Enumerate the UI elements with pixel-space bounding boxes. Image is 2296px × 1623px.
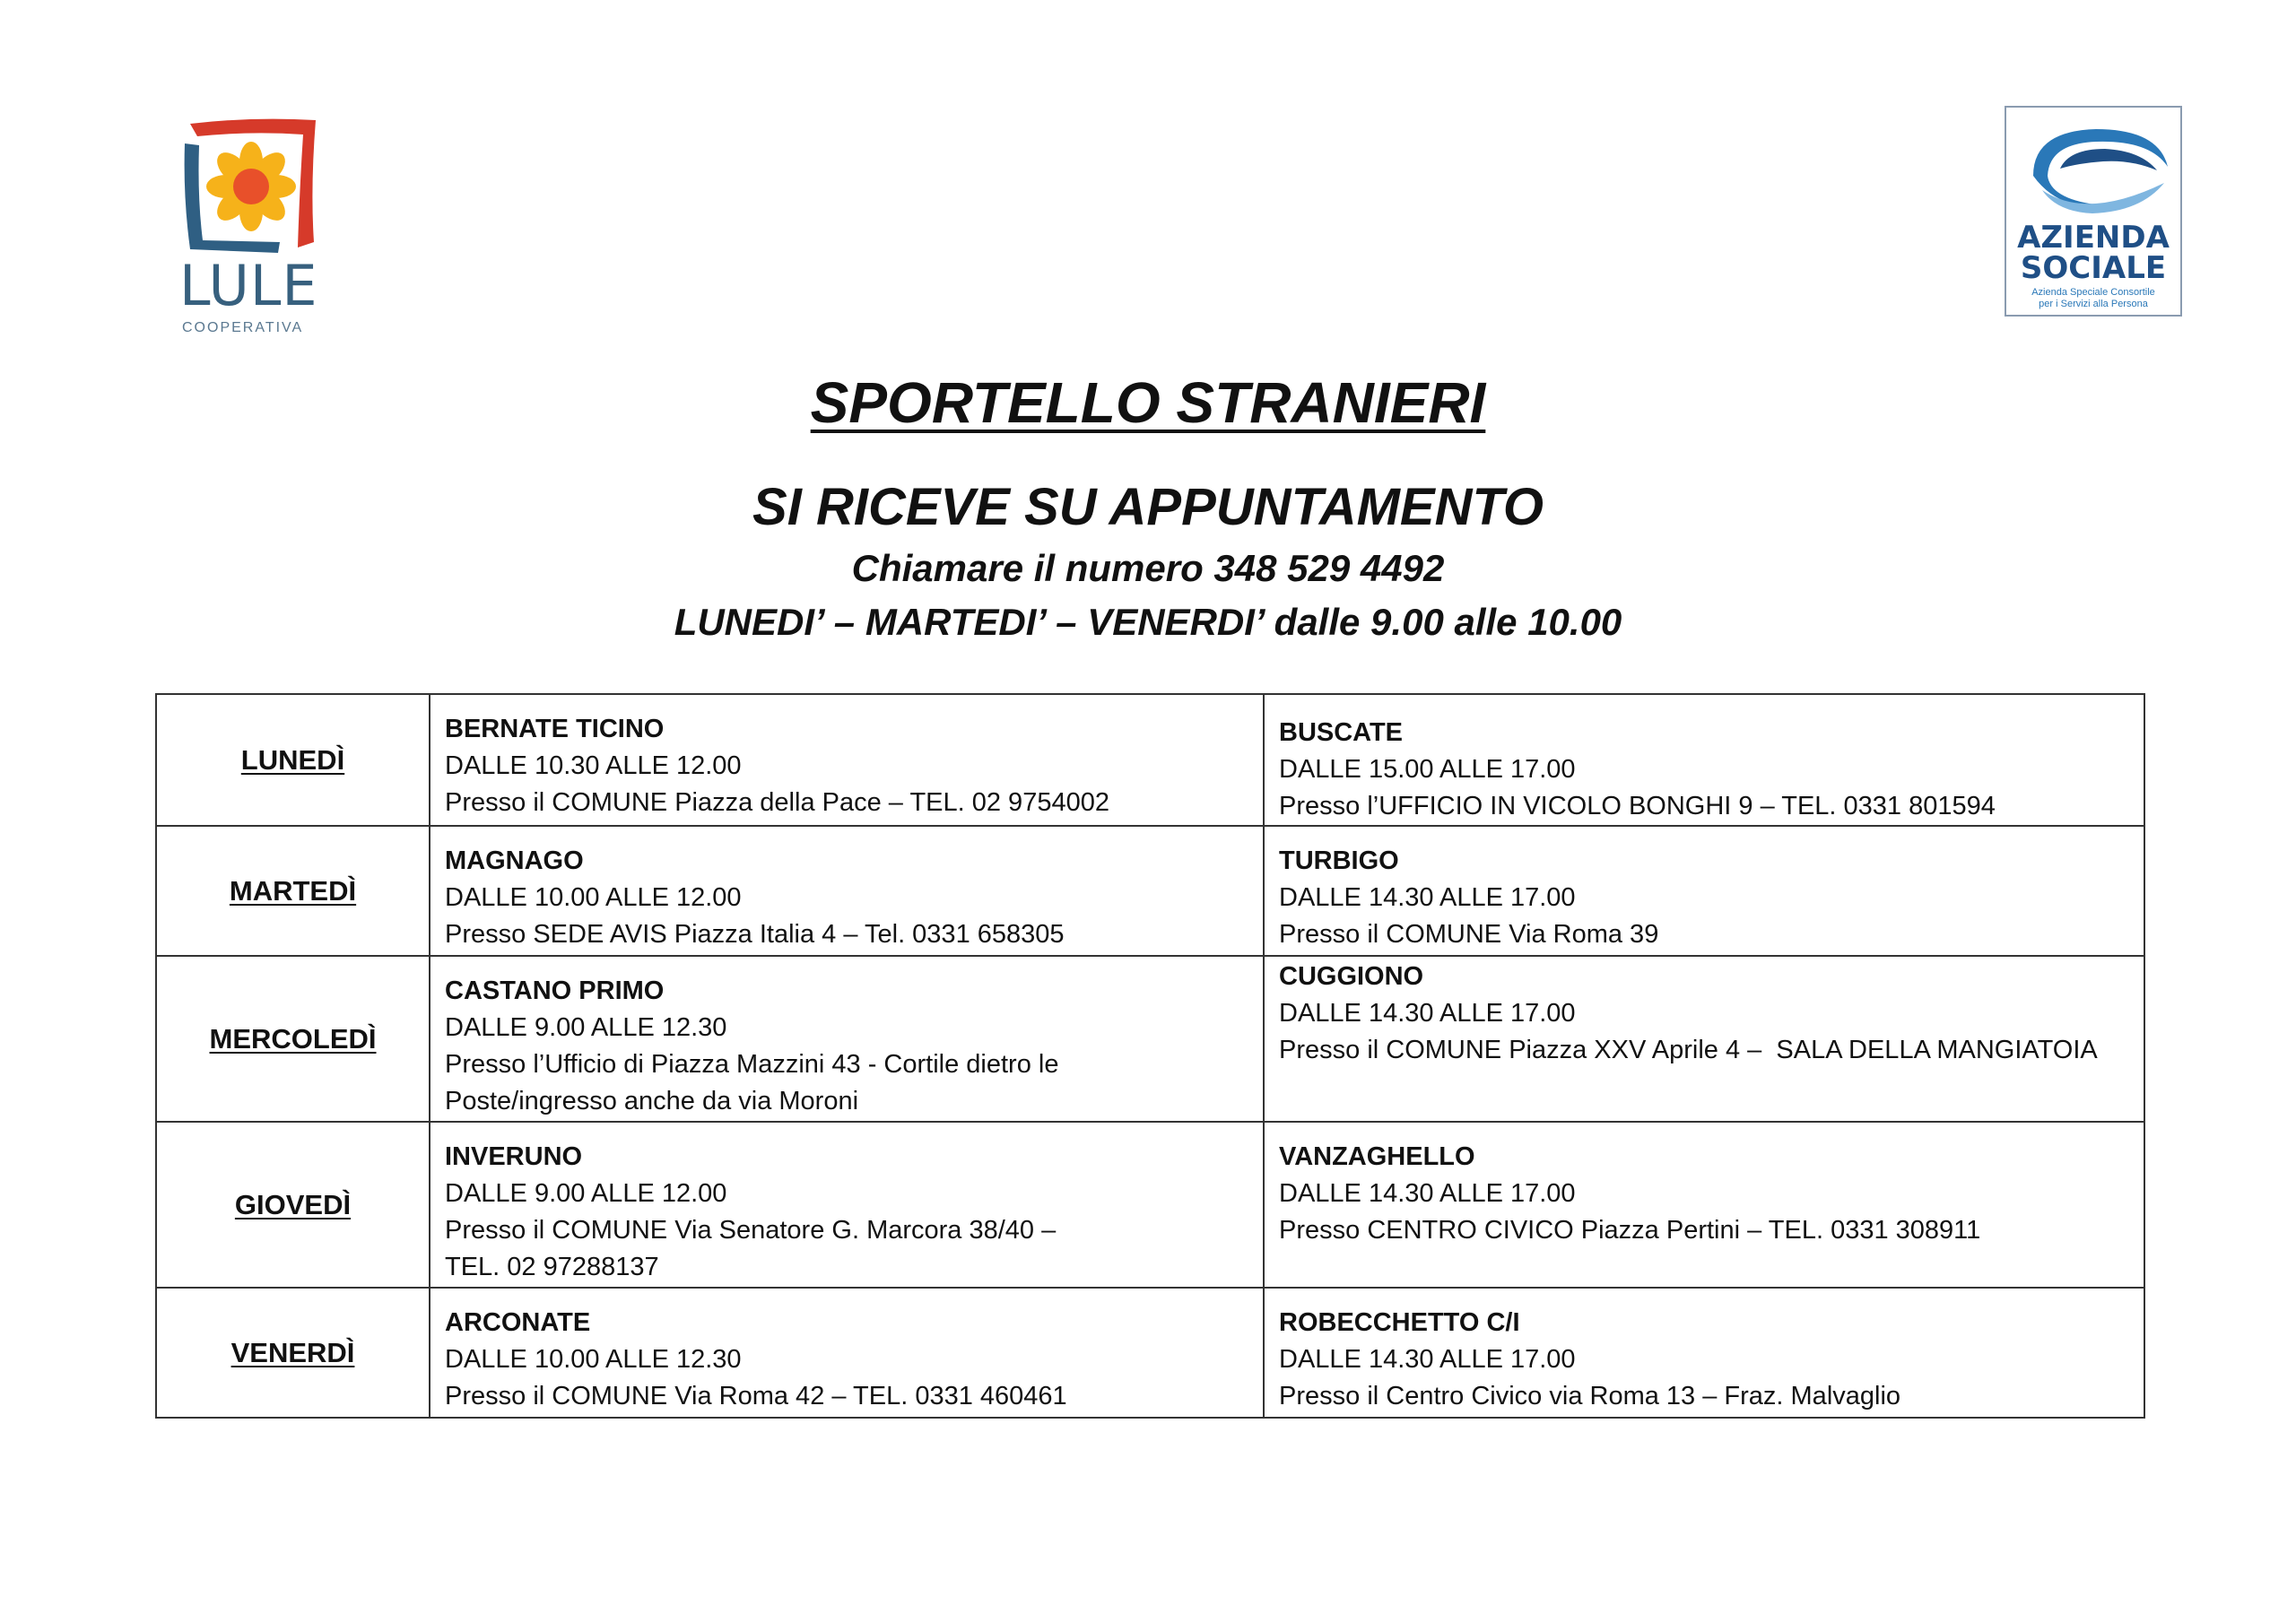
- location-hours: DALLE 14.30 ALLE 17.00: [1279, 1179, 1576, 1208]
- lule-logo: [179, 117, 323, 341]
- location-name: BERNATE TICINO: [445, 715, 665, 743]
- location-address: Presso il COMUNE Piazza della Pace – TEL. 02 9754002: [445, 788, 1109, 817]
- phone-line: Chiamare il numero 348 529 4492: [851, 547, 1445, 589]
- azienda-title-line1: AZIENDA: [2017, 220, 2170, 256]
- location-address: Presso il COMUNE Via Senatore G. Marcora 38/40 –: [445, 1216, 1057, 1245]
- location-address: Presso CENTRO CIVICO Piazza Pertini – TEL. 0331 308911: [1279, 1216, 1981, 1245]
- location-name: ARCONATE: [445, 1308, 591, 1337]
- table-row: [156, 956, 2144, 1122]
- location-cell: [1264, 1122, 2144, 1288]
- phone-hours-line: LUNEDI’ – MARTEDI’ – VENERDI’ dalle 9.00 alle 10.00: [674, 601, 1622, 643]
- location-hours: DALLE 14.30 ALLE 17.00: [1279, 1345, 1576, 1374]
- location-hours: DALLE 14.30 ALLE 17.00: [1279, 999, 1576, 1028]
- location-cell: [1264, 826, 2144, 956]
- location-cell: [430, 956, 1264, 1122]
- appointment-notice: SI RICEVE SU APPUNTAMENTO: [752, 478, 1544, 536]
- location-cell: [430, 694, 1264, 826]
- location-cell: [430, 1288, 1264, 1418]
- azienda-title-line2: SOCIALE: [2020, 250, 2167, 286]
- page-title: SPORTELLO STRANIERI: [810, 370, 1486, 435]
- location-address: Poste/ingresso anche da via Moroni: [445, 1087, 859, 1115]
- location-name: TURBIGO: [1279, 846, 1399, 875]
- location-address: Presso il COMUNE Piazza XXV Aprile 4 – SALA DELLA MANGIATOIA: [1279, 1036, 2098, 1064]
- location-hours: DALLE 14.30 ALLE 17.00: [1279, 883, 1576, 912]
- location-cell: [430, 1122, 1264, 1288]
- location-name: ROBECCHETTO C/I: [1279, 1308, 1520, 1337]
- azienda-swoosh-icon: [2006, 113, 2180, 221]
- location-cell: [430, 826, 1264, 956]
- azienda-sociale-logo: [2005, 106, 2182, 317]
- table-row: [156, 826, 2144, 956]
- table-row: [156, 1288, 2144, 1418]
- location-address: Presso il COMUNE Via Roma 39: [1279, 920, 1659, 949]
- location-address: Presso il COMUNE Via Roma 42 – TEL. 0331 460461: [445, 1382, 1067, 1410]
- location-cell: [1264, 1288, 2144, 1418]
- location-name: BUSCATE: [1279, 718, 1404, 747]
- lule-flower-emblem-icon: [179, 117, 323, 260]
- day-cell: LUNEDÌ: [156, 694, 430, 826]
- location-address: Presso SEDE AVIS Piazza Italia 4 – Tel. 0331 658305: [445, 920, 1065, 949]
- day-cell: MARTEDÌ: [156, 826, 430, 956]
- azienda-subtitle-line2: per i Servizi alla Persona: [2039, 299, 2148, 309]
- location-cell: [1264, 694, 2144, 826]
- location-hours: DALLE 15.00 ALLE 17.00: [1279, 755, 1576, 784]
- location-name: INVERUNO: [445, 1142, 583, 1171]
- table-row: [156, 1122, 2144, 1288]
- lule-logo-name: LULE: [179, 253, 318, 318]
- lule-logo-subtitle: COOPERATIVA: [182, 320, 304, 335]
- day-cell: MERCOLEDÌ: [156, 956, 430, 1122]
- location-name: VANZAGHELLO: [1279, 1142, 1475, 1171]
- location-cell: [1264, 956, 2144, 1122]
- location-hours: DALLE 10.30 ALLE 12.00: [445, 751, 742, 780]
- location-name: CUGGIONO: [1279, 962, 1424, 991]
- schedule-table: [155, 693, 2145, 1419]
- table-row: [156, 694, 2144, 826]
- location-hours: DALLE 10.00 ALLE 12.00: [445, 883, 742, 912]
- location-hours: DALLE 9.00 ALLE 12.30: [445, 1013, 727, 1042]
- day-cell: VENERDÌ: [156, 1288, 430, 1418]
- location-name: MAGNAGO: [445, 846, 584, 875]
- location-hours: DALLE 10.00 ALLE 12.30: [445, 1345, 742, 1374]
- azienda-subtitle-line1: Azienda Speciale Consortile: [2031, 287, 2155, 298]
- location-hours: DALLE 9.00 ALLE 12.00: [445, 1179, 727, 1208]
- location-address: Presso l’Ufficio di Piazza Mazzini 43 - Cortile dietro le: [445, 1050, 1059, 1079]
- location-phone: TEL. 02 97288137: [445, 1253, 659, 1281]
- location-address: Presso l’UFFICIO IN VICOLO BONGHI 9 – TEL. 0331 801594: [1279, 792, 1996, 820]
- location-name: CASTANO PRIMO: [445, 976, 665, 1005]
- location-address: Presso il Centro Civico via Roma 13 – Fraz. Malvaglio: [1279, 1382, 1901, 1410]
- day-cell: GIOVEDÌ: [156, 1122, 430, 1288]
